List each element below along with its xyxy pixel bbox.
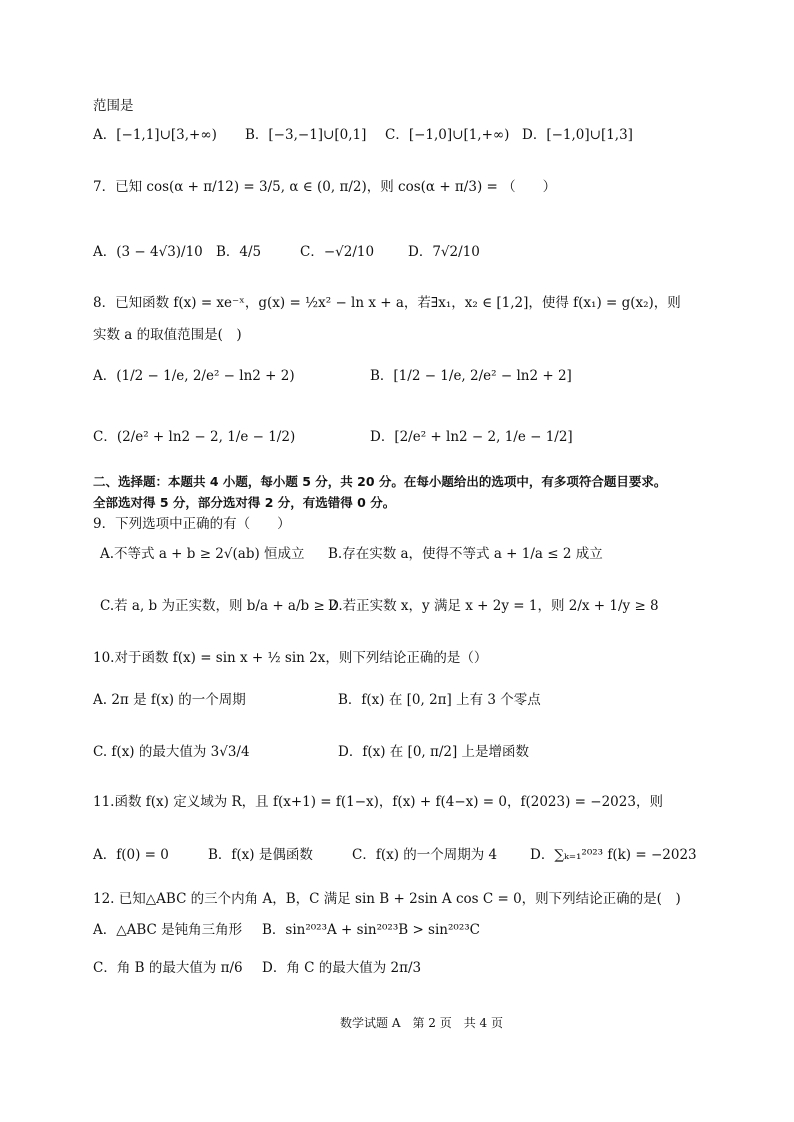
section2-line1: 二、选择题：本题共 4 小题，每小题 5 分，共 20 分。在每小题给出的选项中，有多项符合题目要求。 — [93, 474, 667, 489]
page-footer: 数学试题 A 第 2 页 共 4 页 — [340, 1016, 504, 1030]
q11-option-a: A．f(0) = 0 — [93, 847, 169, 863]
q9-option-b: B.存在实数 a，使得不等式 a + 1/a ≤ 2 成立 — [328, 546, 603, 562]
q9-option-c: C.若 a, b 为正实数，则 b/a + a/b ≥ 2 — [100, 598, 338, 614]
q7-option-d: D．7√2/10 — [408, 244, 480, 260]
q10-option-c: C. f(x) 的最大值为 3√3/4 — [93, 744, 250, 760]
q11-option-d: D．∑ₖ₌₁²⁰²³ f(k) = −2023 — [530, 847, 697, 863]
q8-option-d: D．[2/e² + ln2 − 2, 1/e − 1/2] — [370, 429, 573, 445]
q6-option-d: D．[−1,0]∪[1,3] — [522, 127, 633, 143]
q9-option-d: D.若正实数 x，y 满足 x + 2y = 1，则 2/x + 1/y ≥ 8 — [328, 598, 659, 614]
q10-stem: 10.对于函数 f(x) = sin x + ½ sin 2x，则下列结论正确的是（） — [93, 650, 488, 666]
q10-option-d: D．f(x) 在 [0, π/2] 上是增函数 — [338, 744, 530, 760]
q7-option-c: C．−√2/10 — [300, 244, 375, 260]
q12-stem: 12. 已知△ABC 的三个内角 A，B，C 满足 sin B + 2sin A cos C = 0，则下列结论正确的是( ) — [93, 891, 681, 907]
q8-option-a: A．(1/2 − 1/e, 2/e² − ln2 + 2) — [93, 368, 295, 384]
q8-stem-line2: 实数 a 的取值范围是( ) — [93, 327, 242, 343]
q12-option-a: A．△ABC 是钝角三角形 — [93, 922, 243, 938]
q11-option-c: C．f(x) 的一个周期为 4 — [352, 847, 498, 863]
q7-stem: 7．已知 cos(α + π/12) = 3/5, α ∈ (0, π/2)，则 cos(α + π/3) = （ ） — [93, 179, 557, 195]
q6-stem-tail: 范围是 — [93, 98, 134, 114]
q10-option-b: B．f(x) 在 [0, 2π] 上有 3 个零点 — [338, 692, 541, 708]
q9-option-a: A.不等式 a + b ≥ 2√(ab) 恒成立 — [100, 546, 305, 562]
q11-stem: 11.函数 f(x) 定义域为 R，且 f(x+1) = f(1−x)，f(x) + f(4−x) = 0，f(2023) = −2023，则 — [93, 794, 663, 810]
q6-option-c: C．[−1,0]∪[1,+∞) — [385, 127, 510, 143]
section2-line2: 全部选对得 5 分，部分选对得 2 分，有选错得 0 分。 — [93, 495, 396, 510]
q12-option-b: B．sin²⁰²³A + sin²⁰²³B > sin²⁰²³C — [262, 922, 480, 938]
q10-option-a: A. 2π 是 f(x) 的一个周期 — [93, 692, 246, 708]
q8-stem-line1: 8．已知函数 f(x) = xe⁻ˣ，g(x) = ½x² − ln x + a，若∃x₁，x₂ ∈ [1,2]，使得 f(x₁) = g(x₂)，则 — [93, 295, 681, 311]
q12-option-d: D．角 C 的最大值为 2π/3 — [262, 960, 422, 976]
q6-option-b: B．[−3,−1]∪[0,1] — [245, 127, 367, 143]
q12-option-c: C．角 B 的最大值为 π/6 — [93, 960, 243, 976]
q11-option-b: B．f(x) 是偶函数 — [208, 847, 313, 863]
q8-option-c: C．(2/e² + ln2 − 2, 1/e − 1/2) — [93, 429, 296, 445]
q6-option-a: A．[−1,1]∪[3,+∞) — [93, 127, 217, 143]
q7-option-b: B．4/5 — [216, 244, 262, 260]
q8-option-b: B．[1/2 − 1/e, 2/e² − ln2 + 2] — [370, 368, 572, 384]
q9-stem: 9．下列选项中正确的有（ ） — [93, 516, 291, 532]
q7-option-a: A．(3 − 4√3)/10 — [93, 244, 203, 260]
